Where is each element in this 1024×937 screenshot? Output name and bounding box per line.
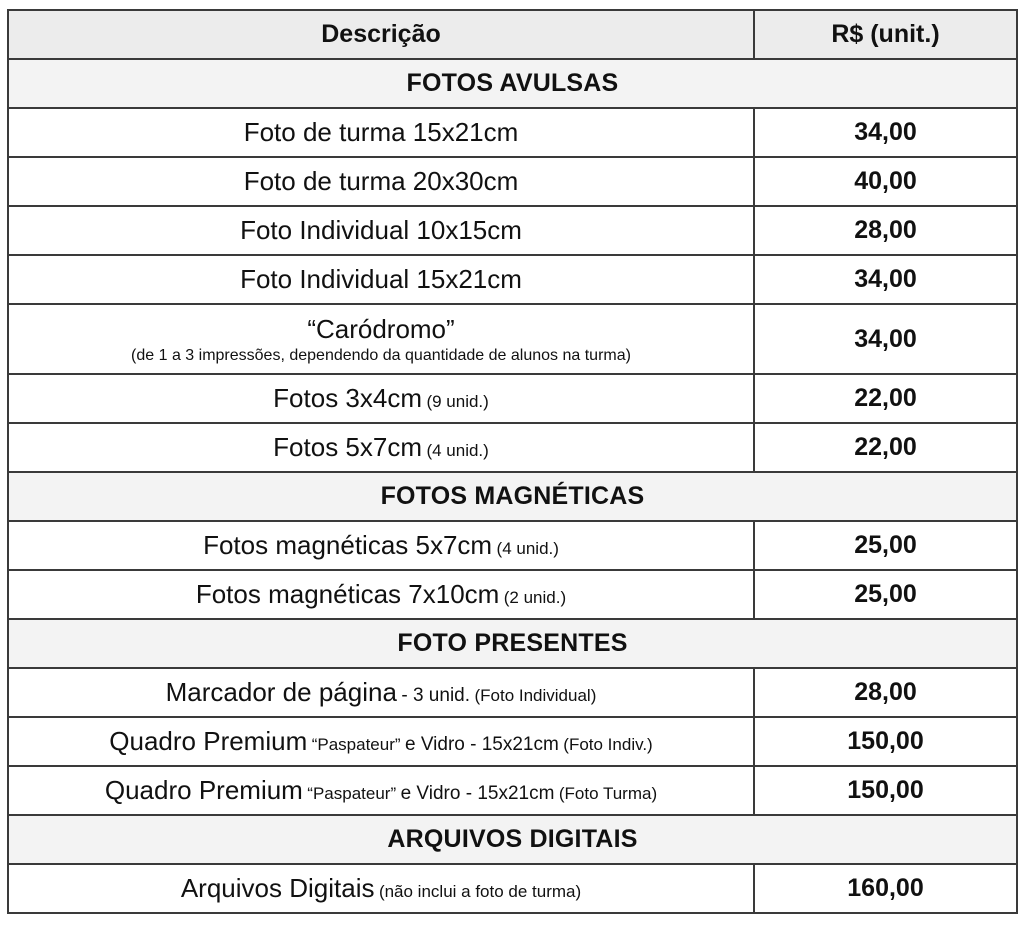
item-note: (não inclui a foto de turma): [378, 882, 582, 901]
table-row: [8, 108, 1017, 157]
table-row: [8, 423, 1017, 472]
price-value: 22,00: [854, 384, 917, 412]
price-value: 150,00: [847, 727, 924, 755]
item-name: Fotos 3x4cm: [273, 383, 422, 413]
price-value: 25,00: [854, 531, 917, 559]
table-row: [8, 668, 1017, 717]
table-row: [8, 570, 1017, 619]
item-price: [754, 423, 1017, 472]
item-description: [8, 206, 754, 255]
item-price: [754, 570, 1017, 619]
item-description: [8, 521, 754, 570]
item-quantity: (4 unid.): [496, 539, 559, 558]
item-price: [754, 717, 1017, 766]
item-price: [754, 108, 1017, 157]
item-name: Marcador de página: [165, 677, 397, 707]
section-row-digitais: [8, 815, 1017, 864]
price-table: [7, 9, 1018, 914]
item-name: Foto Individual 15x21cm: [240, 264, 522, 294]
table-row: [8, 255, 1017, 304]
item-material: “Paspateur”: [311, 735, 401, 754]
table-row: [8, 206, 1017, 255]
table-row: [8, 717, 1017, 766]
item-description: [8, 157, 754, 206]
item-price: [754, 864, 1017, 913]
item-description: [8, 108, 754, 157]
section-row-avulsas: [8, 59, 1017, 108]
item-price: [754, 304, 1017, 374]
table-row: [8, 374, 1017, 423]
item-description: [8, 570, 754, 619]
item-variant: (Foto Turma): [558, 784, 658, 803]
price-value: 160,00: [847, 874, 924, 902]
item-name: Fotos magnéticas 7x10cm: [195, 579, 500, 609]
item-quantity: (4 unid.): [426, 441, 489, 460]
section-title: FOTOS AVULSAS: [8, 59, 1017, 108]
price-value: 28,00: [854, 216, 917, 244]
table-row: [8, 864, 1017, 913]
table-row: [8, 766, 1017, 815]
item-quantity: (2 unid.): [503, 588, 567, 607]
item-material: “Paspateur”: [307, 784, 397, 803]
section-title: ARQUIVOS DIGITAIS: [8, 815, 1017, 864]
item-note: (de 1 a 3 impressões, dependendo da quantidade de alunos na turma): [131, 346, 631, 364]
price-value: 34,00: [854, 118, 917, 146]
item-variant: (Foto Individual): [474, 686, 597, 705]
item-detail: e Vidro - 15x21cm: [404, 734, 559, 755]
item-price: [754, 255, 1017, 304]
price-value: 28,00: [854, 678, 917, 706]
item-name: Quadro Premium: [104, 775, 303, 805]
section-title: FOTO PRESENTES: [8, 619, 1017, 668]
section-row-presentes: [8, 619, 1017, 668]
table-row: [8, 157, 1017, 206]
item-description: [8, 717, 754, 766]
item-description: [8, 766, 754, 815]
item-variant: (Foto Indiv.): [563, 735, 653, 754]
item-description: [8, 304, 754, 374]
price-column-header: R$ (unit.): [754, 10, 1017, 59]
item-name: Foto de turma 20x30cm: [243, 166, 519, 196]
item-name: “Caródromo”: [307, 313, 455, 344]
section-row-magneticas: [8, 472, 1017, 521]
item-name: Arquivos Digitais: [180, 873, 375, 903]
item-description: [8, 255, 754, 304]
price-value: 22,00: [854, 433, 917, 461]
item-description: [8, 423, 754, 472]
item-name: Quadro Premium: [109, 726, 308, 756]
price-value: 150,00: [847, 776, 924, 804]
item-description: [8, 668, 754, 717]
item-price: [754, 668, 1017, 717]
section-title: FOTOS MAGNÉTICAS: [8, 472, 1017, 521]
item-quantity: (9 unid.): [426, 392, 489, 411]
item-description: [8, 864, 754, 913]
price-value: 34,00: [854, 324, 917, 353]
item-price: [754, 157, 1017, 206]
item-name: Fotos 5x7cm: [273, 432, 422, 462]
table-row: [8, 521, 1017, 570]
item-price: [754, 521, 1017, 570]
item-price: [754, 374, 1017, 423]
item-name: Fotos magnéticas 5x7cm: [203, 530, 493, 560]
table-header: [8, 10, 1017, 59]
item-quantity: - 3 unid.: [401, 685, 471, 706]
item-name: Foto de turma 15x21cm: [243, 117, 519, 147]
item-detail: e Vidro - 15x21cm: [400, 783, 555, 804]
table-row: [8, 304, 1017, 374]
price-value: 34,00: [854, 265, 917, 293]
description-column-header: Descrição: [8, 10, 754, 59]
item-description: [8, 374, 754, 423]
price-value: 25,00: [854, 580, 917, 608]
item-price: [754, 206, 1017, 255]
item-name: Foto Individual 10x15cm: [240, 215, 522, 245]
item-price: [754, 766, 1017, 815]
price-value: 40,00: [854, 167, 917, 195]
